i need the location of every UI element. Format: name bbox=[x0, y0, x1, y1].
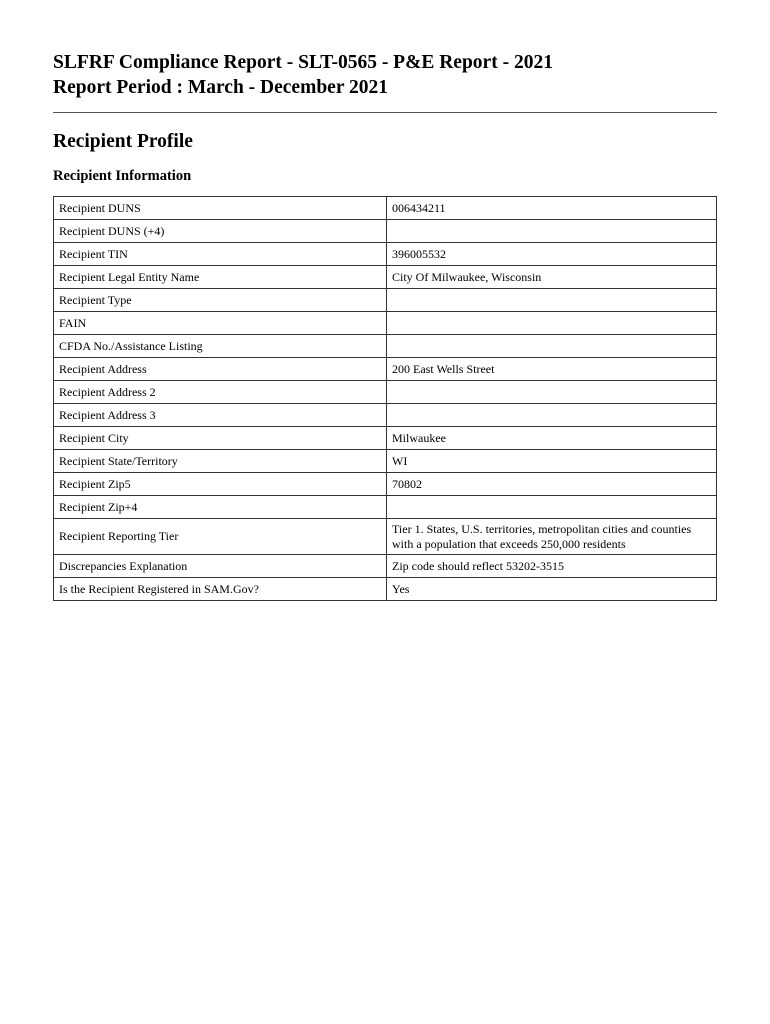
row-value: Zip code should reflect 53202-3515 bbox=[387, 555, 717, 578]
section-title: Recipient Profile bbox=[53, 131, 193, 152]
row-value: WI bbox=[387, 450, 717, 473]
row-label: Recipient Address 3 bbox=[54, 404, 387, 427]
row-value bbox=[387, 289, 717, 312]
row-label: Is the Recipient Registered in SAM.Gov? bbox=[54, 578, 387, 601]
row-value: 70802 bbox=[387, 473, 717, 496]
row-label: Recipient Address bbox=[54, 358, 387, 381]
row-label: Recipient Reporting Tier bbox=[54, 519, 387, 555]
table-row bbox=[54, 450, 717, 473]
row-label: Recipient City bbox=[54, 427, 387, 450]
header-divider bbox=[53, 112, 717, 113]
report-page bbox=[53, 50, 717, 601]
table-row bbox=[54, 312, 717, 335]
row-label: Recipient TIN bbox=[54, 243, 387, 266]
table-row bbox=[54, 358, 717, 381]
recipient-info-table bbox=[53, 196, 717, 601]
table-row bbox=[54, 289, 717, 312]
table-row bbox=[54, 335, 717, 358]
row-value bbox=[387, 404, 717, 427]
row-value bbox=[387, 220, 717, 243]
report-period: Report Period : March - December 2021 bbox=[53, 77, 389, 98]
row-value: 396005532 bbox=[387, 243, 717, 266]
table-row bbox=[54, 197, 717, 220]
row-label: Recipient Zip+4 bbox=[54, 496, 387, 519]
row-value: City Of Milwaukee, Wisconsin bbox=[387, 266, 717, 289]
row-value: 200 East Wells Street bbox=[387, 358, 717, 381]
row-value: 006434211 bbox=[387, 197, 717, 220]
table-row bbox=[54, 578, 717, 601]
row-label: Discrepancies Explanation bbox=[54, 555, 387, 578]
row-label: Recipient State/Territory bbox=[54, 450, 387, 473]
row-label: Recipient Type bbox=[54, 289, 387, 312]
table-row bbox=[54, 220, 717, 243]
table-row bbox=[54, 381, 717, 404]
row-label: CFDA No./Assistance Listing bbox=[54, 335, 387, 358]
table-row bbox=[54, 473, 717, 496]
row-value: Milwaukee bbox=[387, 427, 717, 450]
report-title: SLFRF Compliance Report - SLT-0565 - P&E Report - 2021 bbox=[53, 52, 553, 73]
row-label: Recipient DUNS bbox=[54, 197, 387, 220]
table-row bbox=[54, 266, 717, 289]
row-label: Recipient Address 2 bbox=[54, 381, 387, 404]
row-label: FAIN bbox=[54, 312, 387, 335]
table-row bbox=[54, 427, 717, 450]
table-row bbox=[54, 243, 717, 266]
row-value bbox=[387, 312, 717, 335]
row-label: Recipient Zip5 bbox=[54, 473, 387, 496]
table-row bbox=[54, 404, 717, 427]
table-row bbox=[54, 496, 717, 519]
row-value: Yes bbox=[387, 578, 717, 601]
subsection-title: Recipient Information bbox=[53, 168, 192, 184]
row-label: Recipient Legal Entity Name bbox=[54, 266, 387, 289]
row-value bbox=[387, 335, 717, 358]
row-label: Recipient DUNS (+4) bbox=[54, 220, 387, 243]
table-row bbox=[54, 519, 717, 555]
table-row bbox=[54, 555, 717, 578]
row-value bbox=[387, 496, 717, 519]
row-value: Tier 1. States, U.S. territories, metropolitan cities and counties with a population that exceeds 250,000 residents bbox=[387, 519, 717, 555]
row-value bbox=[387, 381, 717, 404]
